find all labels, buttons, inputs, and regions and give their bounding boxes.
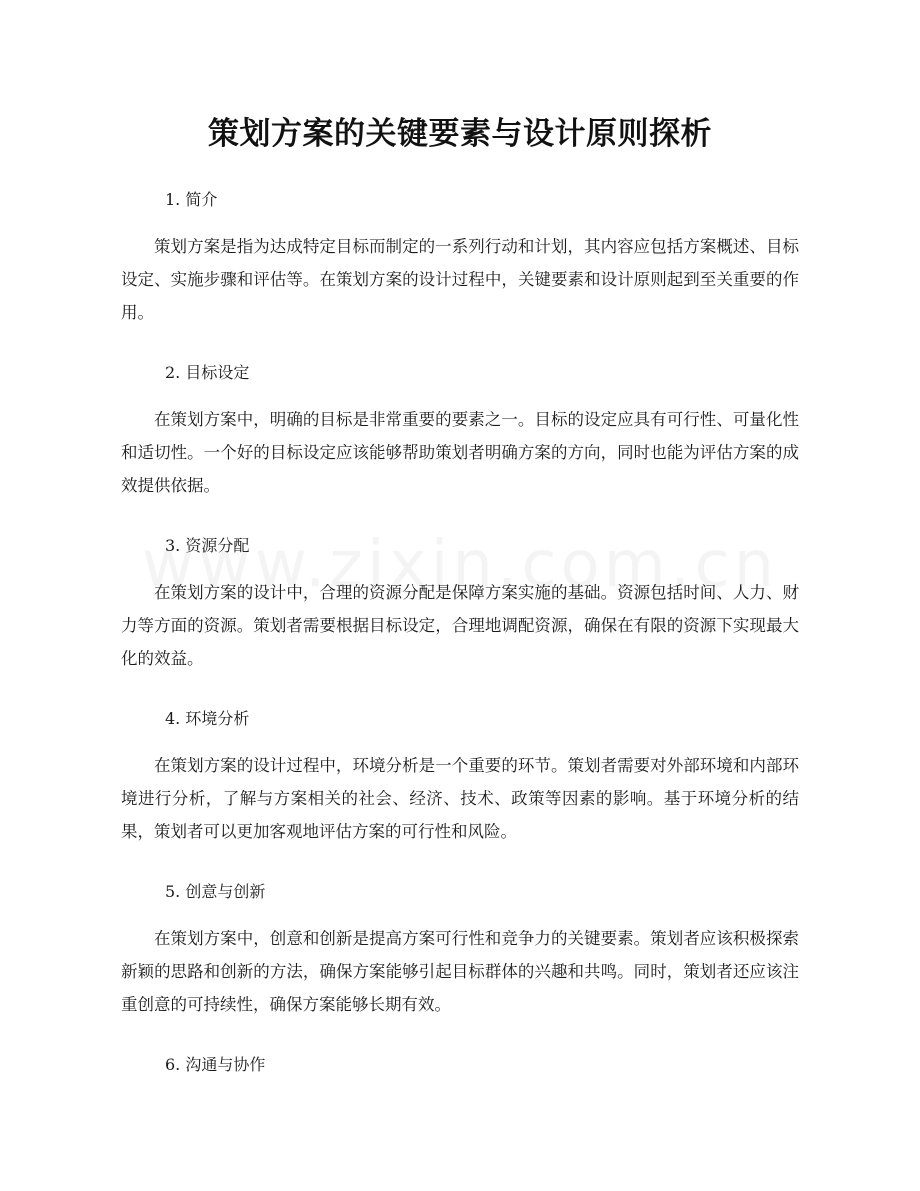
document-body xyxy=(121,186,799,1079)
section-intro xyxy=(121,186,799,329)
section-heading: 5. 创意与创新 xyxy=(165,882,266,901)
section-paragraph: 在策划方案的设计中，合理的资源分配是保障方案实施的基础。资源包括时间、人力、财力等方面的资源。策划者需要根据目标设定，合理地调配资源，确保在有限的资源下实现最大化的效益。 xyxy=(121,583,799,668)
section-paragraph: 在策划方案中，创意和创新是提高方案可行性和竞争力的关键要素。策划者应该积极探索新颖的思路和创新的方法，确保方案能够引起目标群体的兴趣和共鸣。同时，策划者还应该注重创意的可持续性，确保方案能够长期有效。 xyxy=(121,929,799,1014)
section-heading: 6. 沟通与协作 xyxy=(165,1055,266,1074)
section-environment-analysis xyxy=(121,705,799,848)
section-goal-setting xyxy=(121,359,799,502)
section-heading: 1. 简介 xyxy=(165,190,218,209)
section-resource-allocation xyxy=(121,532,799,675)
section-paragraph: 在策划方案中，明确的目标是非常重要的要素之一。目标的设定应具有可行性、可量化性和适切性。一个好的目标设定应该能够帮助策划者明确方案的方向，同时也能为评估方案的成效提供依据。 xyxy=(121,410,799,495)
document-title: 策划方案的关键要素与设计原则探析 xyxy=(208,116,712,152)
section-heading: 4. 环境分析 xyxy=(165,709,250,728)
section-heading: 2. 目标设定 xyxy=(165,363,250,382)
section-communication-collaboration xyxy=(121,1051,799,1079)
section-paragraph: 在策划方案的设计过程中，环境分析是一个重要的环节。策划者需要对外部环境和内部环境进行分析，了解与方案相关的社会、经济、技术、政策等因素的影响。基于环境分析的结果，策划者可以更加客观地评估方案的可行性和风险。 xyxy=(121,756,799,841)
section-creativity-innovation xyxy=(121,878,799,1021)
section-heading: 3. 资源分配 xyxy=(165,536,250,555)
section-paragraph: 策划方案是指为达成特定目标而制定的一系列行动和计划，其内容应包括方案概述、目标设定、实施步骤和评估等。在策划方案的设计过程中，关键要素和设计原则起到至关重要的作用。 xyxy=(121,237,799,322)
